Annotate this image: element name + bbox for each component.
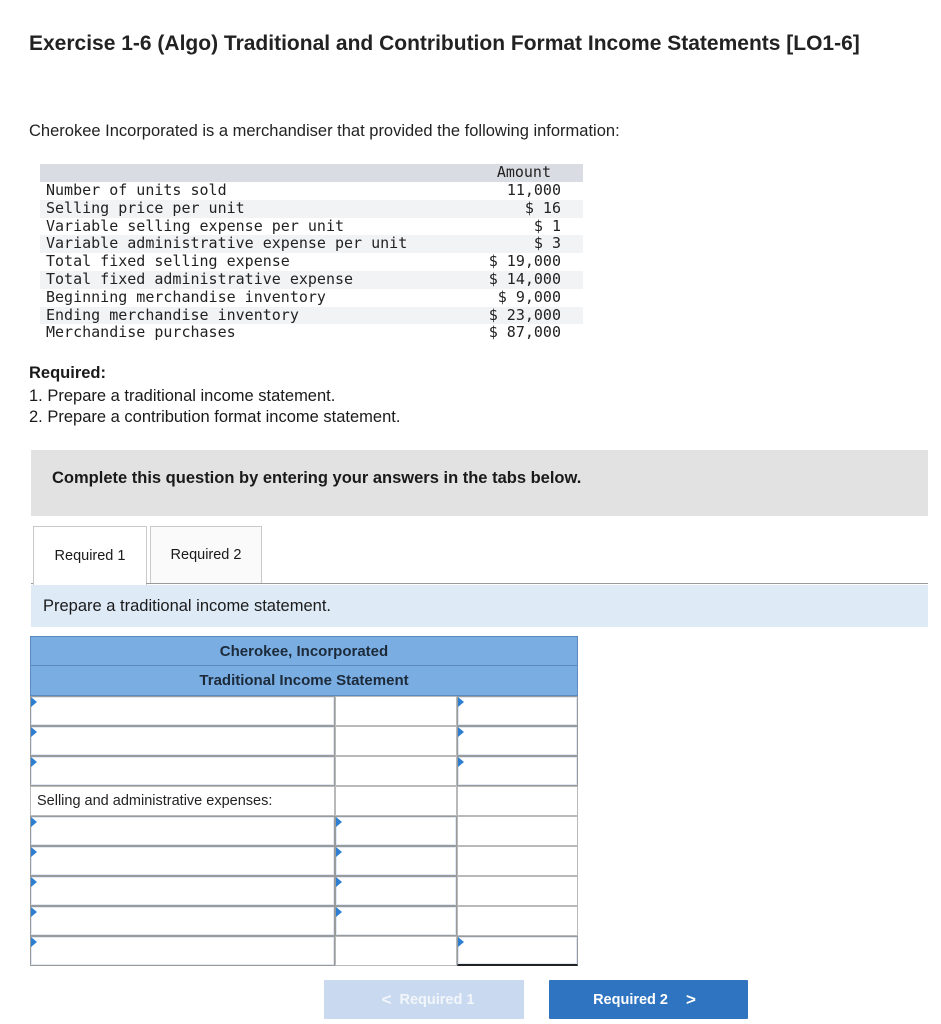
statement-title: Traditional Income Statement [30, 666, 578, 696]
account-dropdown[interactable] [30, 936, 335, 966]
amount-input[interactable] [457, 726, 578, 756]
chevron-right-icon: > [686, 989, 696, 1009]
tab-required-2[interactable] [150, 526, 262, 584]
account-dropdown[interactable] [30, 696, 335, 726]
amount-input[interactable] [457, 696, 578, 726]
table-row [30, 936, 578, 966]
amount-cell [457, 906, 578, 936]
input-marker-icon [458, 937, 464, 947]
info-row-amount: $ 9,000 [497, 287, 561, 306]
info-row [40, 200, 583, 218]
input-marker-icon [458, 697, 464, 707]
dropdown-marker-icon [31, 847, 37, 857]
instruction-text: Prepare a traditional income statement. [43, 597, 331, 615]
table-row [30, 816, 578, 846]
input-marker-icon [336, 907, 342, 917]
info-row-amount: $ 3 [533, 234, 561, 253]
dropdown-marker-icon [31, 937, 37, 947]
info-row [40, 182, 583, 200]
info-row-label: Ending merchandise inventory [46, 305, 299, 324]
dropdown-marker-icon [31, 907, 37, 917]
account-dropdown[interactable] [30, 756, 335, 786]
info-table [40, 164, 583, 342]
info-row-amount: $ 19,000 [488, 252, 561, 271]
exercise-title: Exercise 1-6 (Algo) Traditional and Contribution Format Income Statements [LO1-6] [29, 32, 860, 55]
info-row-label: Variable administrative expense per unit [46, 234, 408, 253]
info-row-label: Merchandise purchases [46, 323, 236, 342]
banner-text: Complete this question by entering your answers in the tabs below. [52, 469, 582, 487]
info-row-amount: $ 16 [524, 198, 561, 217]
amount-input[interactable] [457, 936, 578, 966]
dropdown-marker-icon [31, 697, 37, 707]
info-row-amount: $ 23,000 [488, 305, 561, 324]
info-row-label: Number of units sold [46, 181, 227, 199]
tab-required-1[interactable] [33, 526, 147, 585]
amount-cell [335, 726, 457, 756]
dropdown-marker-icon [31, 877, 37, 887]
info-row [40, 324, 583, 342]
amount-input[interactable] [335, 906, 457, 936]
next-button-label: Required 2 [593, 991, 668, 1008]
table-row [30, 906, 578, 936]
amount-input[interactable] [335, 816, 457, 846]
input-marker-icon [336, 877, 342, 887]
info-row-amount: $ 14,000 [488, 269, 561, 288]
input-marker-icon [336, 817, 342, 827]
amount-input[interactable] [335, 846, 457, 876]
account-dropdown[interactable] [30, 876, 335, 906]
table-row [30, 786, 578, 816]
required-heading: Required: [29, 364, 107, 382]
required-list [29, 386, 400, 428]
tab-instruction [31, 585, 928, 627]
amount-cell [457, 876, 578, 906]
info-row-amount: $ 87,000 [488, 323, 561, 342]
amount-cell [457, 816, 578, 846]
tab-divider [146, 583, 928, 584]
income-statement [30, 636, 578, 809]
dropdown-marker-icon [31, 757, 37, 767]
info-row [40, 253, 583, 271]
input-marker-icon [458, 727, 464, 737]
tab-label: Required 1 [54, 548, 126, 564]
next-button[interactable] [549, 980, 748, 1019]
amount-column-header: Amount [496, 163, 551, 181]
account-dropdown[interactable] [30, 726, 335, 756]
dropdown-marker-icon [31, 817, 37, 827]
input-marker-icon [458, 757, 464, 767]
chevron-left-icon: < [381, 989, 392, 1009]
info-row [40, 271, 583, 289]
previous-button-label: Required 1 [399, 991, 475, 1008]
amount-cell [457, 786, 578, 816]
section-label: Selling and administrative expenses: [37, 793, 273, 809]
amount-cell [335, 786, 457, 816]
required-item: 1. Prepare a traditional income statement. [29, 387, 336, 405]
account-dropdown[interactable] [30, 816, 335, 846]
table-row [30, 846, 578, 876]
amount-cell [335, 936, 457, 966]
info-row-label: Total fixed administrative expense [46, 269, 354, 288]
input-marker-icon [336, 847, 342, 857]
info-row-label: Total fixed selling expense [46, 252, 290, 271]
amount-input[interactable] [335, 876, 457, 906]
account-dropdown[interactable] [30, 846, 335, 876]
amount-cell [335, 756, 457, 786]
table-row [30, 756, 578, 786]
table-row [30, 696, 578, 726]
account-dropdown[interactable] [30, 906, 335, 936]
info-row-amount: $ 1 [533, 216, 561, 235]
info-row-amount: 11,000 [506, 181, 561, 199]
amount-cell [335, 696, 457, 726]
info-row [40, 307, 583, 325]
amount-input[interactable] [457, 756, 578, 786]
info-table-header [40, 164, 583, 182]
info-row [40, 289, 583, 307]
tab-divider [31, 583, 33, 584]
instructions-banner [31, 450, 928, 516]
amount-cell [457, 846, 578, 876]
statement-company: Cherokee, Incorporated [30, 636, 578, 666]
previous-button[interactable] [324, 980, 524, 1019]
intro-text: Cherokee Incorporated is a merchandiser that provided the following information: [29, 122, 620, 140]
info-row-label: Variable selling expense per unit [46, 216, 345, 235]
info-row [40, 218, 583, 236]
info-row-label: Selling price per unit [46, 198, 245, 217]
required-item: 2. Prepare a contribution format income statement. [29, 408, 401, 426]
section-label-cell [30, 786, 335, 816]
tab-label: Required 2 [170, 547, 242, 563]
table-row [30, 876, 578, 906]
table-row [30, 726, 578, 756]
info-row [40, 235, 583, 253]
info-row-label: Beginning merchandise inventory [46, 287, 326, 306]
dropdown-marker-icon [31, 727, 37, 737]
